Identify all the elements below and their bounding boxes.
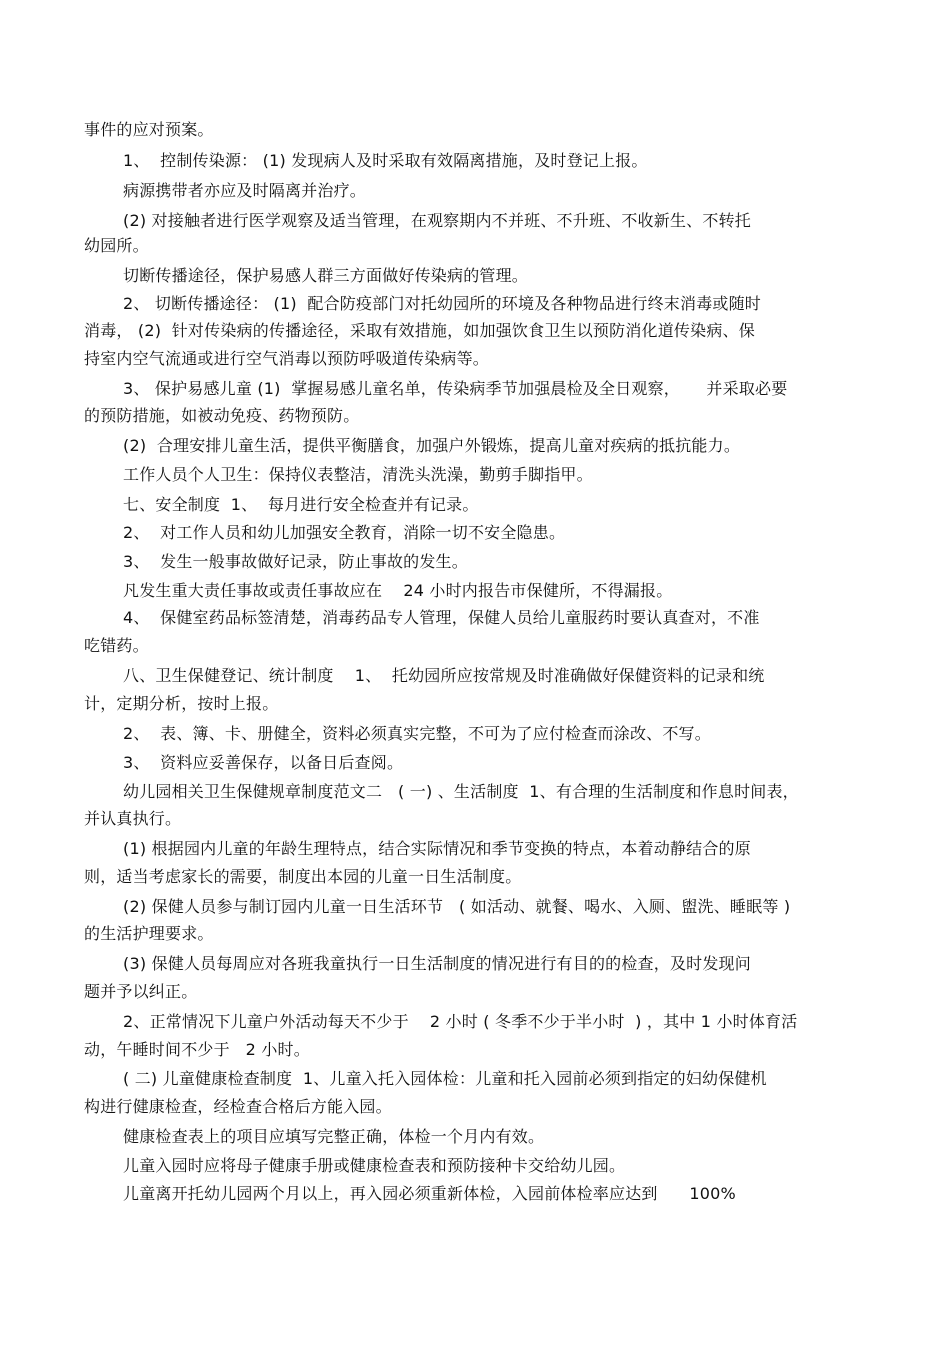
text-line: 八、卫生保健登记、统计制度 1、 托幼园所应按常规及时准确做好保健资料的记录和统 bbox=[123, 666, 765, 685]
text-line: 病源携带者亦应及时隔离并治疗。 bbox=[123, 181, 367, 200]
text-line: 2、 表、簿、卡、册健全，资料必须真实完整，不可为了应付检查而涂改、不写。 bbox=[123, 724, 711, 743]
text-line: 的预防措施，如被动免疫、药物预防。 bbox=[84, 406, 360, 425]
text-line: 并认真执行。 bbox=[84, 809, 182, 828]
text-line: 事件的应对预案。 bbox=[84, 120, 214, 139]
text-line: 幼园所。 bbox=[84, 236, 149, 255]
text-line: (1) 根据园内儿童的年龄生理特点，结合实际情况和季节变换的特点，本着动静结合的原 bbox=[123, 839, 751, 858]
text-line: 2、 切断传播途径： (1) 配合防疫部门对托幼园所的环境及各种物品进行终末消毒或随时 bbox=[123, 294, 761, 313]
text-line: 吃错药。 bbox=[84, 636, 149, 655]
text-line: 的生活护理要求。 bbox=[84, 924, 214, 943]
text-line: 持室内空气流通或进行空气消毒以预防呼吸道传染病等。 bbox=[84, 349, 490, 368]
text-line: 儿童入园时应将母子健康手册或健康检查表和预防接种卡交给幼儿园。 bbox=[123, 1156, 626, 1175]
text-line: 凡发生重大责任事故或责任事故应在 24 小时内报告市保健所，不得漏报。 bbox=[123, 581, 673, 600]
text-line: 动，午睡时间不少于 2 小时。 bbox=[84, 1040, 310, 1059]
text-line: 幼儿园相关卫生保健规章制度范文二 ( 一) 、生活制度 1、有合理的生活制度和作息时间表， bbox=[123, 782, 799, 801]
text-line: 切断传播途径，保护易感人群三方面做好传染病的管理。 bbox=[123, 266, 529, 285]
text-line: (2) 对接触者进行医学观察及适当管理，在观察期内不并班、不升班、不收新生、不转托 bbox=[123, 211, 751, 230]
text-line: (2) 保健人员参与制订园内儿童一日生活环节 ( 如活动、就餐、喝水、入厕、盥洗、睡眠等 ) bbox=[123, 897, 791, 916]
text-line: 题并予以纠正。 bbox=[84, 982, 198, 1001]
text-line: 七、安全制度 1、 每月进行安全检查并有记录。 bbox=[123, 495, 479, 514]
text-line: (3) 保健人员每周应对各班我童执行一日生活制度的情况进行有目的的检查，及时发现问 bbox=[123, 954, 751, 973]
text-line: 3、 保护易感儿童 (1) 掌握易感儿童名单，传染病季节加强晨检及全日观察， 并采取必要 bbox=[123, 379, 788, 398]
text-line: 构进行健康检查，经检查合格后方能入园。 bbox=[84, 1097, 392, 1116]
text-line: 2、 对工作人员和幼儿加强安全教育，消除一切不安全隐患。 bbox=[123, 523, 566, 542]
text-line: (2) 合理安排儿童生活，提供平衡膳食，加强户外锻炼，提高儿童对疾病的抵抗能力。 bbox=[123, 436, 741, 455]
text-line: 4、 保健室药品标签清楚，消毒药品专人管理，保健人员给儿童服药时要认真查对，不准 bbox=[123, 608, 760, 627]
text-line: 计，定期分析，按时上报。 bbox=[84, 694, 279, 713]
text-line: 3、 资料应妥善保存，以备日后查阅。 bbox=[123, 753, 404, 772]
text-line: 则，适当考虑家长的需要，制度出本园的儿童一日生活制度。 bbox=[84, 867, 522, 886]
text-line: 健康检查表上的项目应填写完整正确，体检一个月内有效。 bbox=[123, 1127, 545, 1146]
text-line: 消毒， (2) 针对传染病的传播途径，采取有效措施，如加强饮食卫生以预防消化道传染病、保 bbox=[84, 321, 755, 340]
text-line: 工作人员个人卫生：保持仪表整洁，清洗头洗澡，勤剪手脚指甲。 bbox=[123, 465, 593, 484]
text-line: 儿童离开托幼儿园两个月以上，再入园必须重新体检，入园前体检率应达到 100% bbox=[123, 1184, 736, 1203]
text-line: 1、 控制传染源： (1) 发现病人及时采取有效隔离措施，及时登记上报。 bbox=[123, 151, 648, 170]
text-line: ( 二) 儿童健康检查制度 1、儿童入托入园体检：儿童和托入园前必须到指定的妇幼保健机 bbox=[123, 1069, 767, 1088]
text-line: 3、 发生一般事故做好记录，防止事故的发生。 bbox=[123, 552, 468, 571]
text-line: 2、正常情况下儿童户外活动每天不少于 2 小时 ( 冬季不少于半小时 ) ，其中 1 小时体育活 bbox=[123, 1012, 798, 1031]
